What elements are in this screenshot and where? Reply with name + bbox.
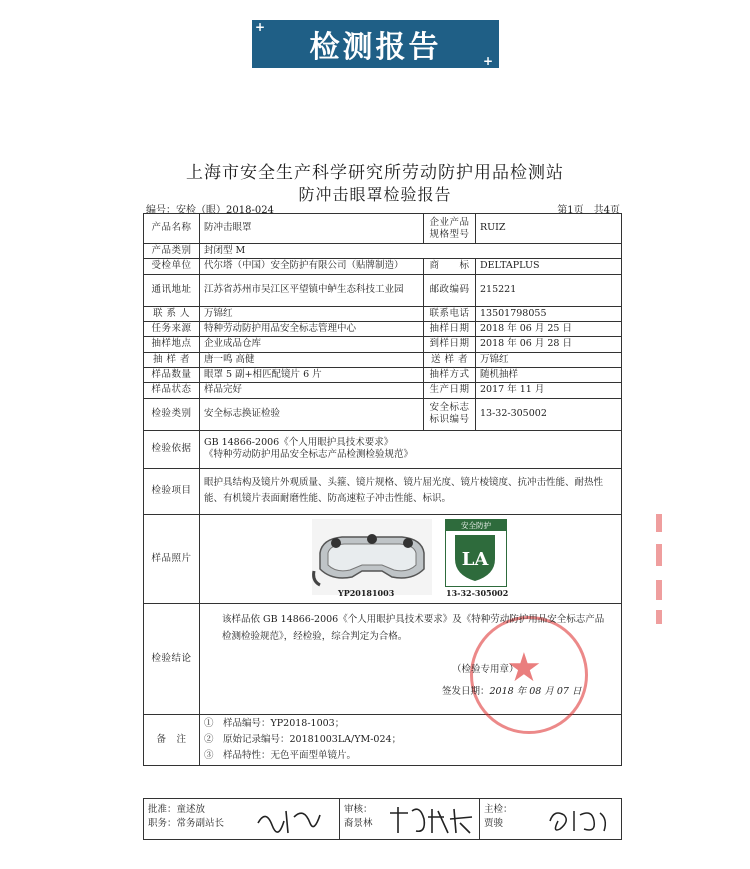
la-text: LA — [461, 548, 489, 570]
issue-date — [442, 686, 581, 698]
cell-value: 防冲击眼罩 — [200, 214, 424, 244]
cell-label: 到样日期 — [424, 337, 476, 352]
table-row — [144, 259, 622, 274]
remark-line: ② 原始记录编号：20181003LA/YM-024； — [204, 733, 402, 745]
basis-line: 《特种劳动防护用品安全标志产品检测检验规范》 — [204, 449, 414, 461]
signature-table — [143, 798, 622, 840]
table-row — [144, 368, 622, 383]
table-row — [144, 322, 622, 337]
cell-value: 样品完好 — [200, 383, 424, 398]
banner-title: 检测报告 — [309, 30, 442, 65]
cell-label: 联系电话 — [424, 306, 476, 321]
review-signature — [386, 803, 476, 837]
cell-value: DELTAPLUS — [476, 259, 622, 274]
la-header: 安全防护 — [446, 520, 506, 531]
cell-label: 样品状态 — [144, 383, 200, 398]
cell-value: 2018 年 06 月 28 日 — [476, 337, 622, 352]
cell-label: 备 注 — [144, 714, 200, 765]
cell-value: 万锦红 — [476, 352, 622, 367]
approve-label: 批准： — [148, 804, 177, 815]
basis-line: GB 14866-2006《个人用眼护具技术要求》 — [204, 436, 394, 448]
cell-value: 企业成品仓库 — [200, 337, 424, 352]
cell-label: 企业产品 规格型号 — [424, 214, 476, 244]
remark-line: ① 样品编号：YP2018-1003； — [204, 717, 345, 729]
photo-cell — [200, 514, 622, 603]
cell-label: 样品数量 — [144, 368, 200, 383]
table-row — [144, 603, 622, 714]
table-row — [144, 244, 622, 259]
cell-value: 2018 年 06 月 25 日 — [476, 322, 622, 337]
report-title: 防冲击眼罩检验报告 — [298, 185, 452, 204]
table-row — [144, 430, 622, 468]
cell-label: 检验结论 — [144, 603, 200, 714]
cell-label: 通讯地址 — [144, 274, 200, 306]
report-table — [143, 213, 622, 766]
goggle-photo — [312, 519, 432, 595]
la-label-photo — [445, 519, 507, 587]
review-label: 审核： — [344, 804, 373, 815]
issue-date-label: 签发日期： — [442, 685, 490, 697]
la-shield-icon — [446, 531, 504, 583]
inspect-label: 主检： — [484, 804, 513, 815]
cell-label: 抽样地点 — [144, 337, 200, 352]
report-number: 编号：安检（眼）2018-024 — [146, 205, 274, 216]
cell-value: 眼罩 5 副+相匹配镜片 6 片 — [200, 368, 424, 383]
cell-label: 安全标志 标识编号 — [424, 398, 476, 430]
side-seal-fragment — [652, 510, 666, 630]
approve-role-label: 职务： — [148, 818, 177, 829]
table-row — [144, 468, 622, 514]
cell-value: 13501798055 — [476, 306, 622, 321]
cell-value: 特种劳动防护用品安全标志管理中心 — [200, 322, 424, 337]
cell-label: 商 标 — [424, 259, 476, 274]
cell-label: 检验项目 — [144, 468, 200, 514]
cell-label: 抽样方式 — [424, 368, 476, 383]
corner-mark: + — [255, 20, 269, 34]
cell-label: 送 样 者 — [424, 352, 476, 367]
cell-value: 万锦红 — [200, 306, 424, 321]
cell-value: 代尔塔（中国）安全防护有限公司（贴牌制造） — [200, 259, 424, 274]
cell-value: 安全标志换证检验 — [200, 398, 424, 430]
table-row — [144, 274, 622, 306]
cell-label: 任务来源 — [144, 322, 200, 337]
corner-mark: + — [482, 54, 496, 68]
cell-label: 生产日期 — [424, 383, 476, 398]
cell-value: 215221 — [476, 274, 622, 306]
cell-value: 随机抽样 — [476, 368, 622, 383]
cell-value: 13-32-305002 — [476, 398, 622, 430]
remark-line: ③ 样品特性：无色平面型单镜片。 — [204, 749, 357, 761]
page-info: 第1页 共4页 — [557, 205, 620, 216]
cell-value: 封闭型 M — [200, 244, 622, 259]
cell-value: 唐一鸣 高健 — [200, 352, 424, 367]
inspect-signature — [544, 805, 614, 835]
review-cell — [340, 799, 480, 840]
cell-label: 样品照片 — [144, 514, 200, 603]
approve-role: 常务副站长 — [176, 818, 225, 829]
approve-cell — [144, 799, 340, 840]
cell-label: 检验类别 — [144, 398, 200, 430]
cell-label: 产品名称 — [144, 214, 200, 244]
cell-label: 抽样日期 — [424, 322, 476, 337]
cell-label: 受检单位 — [144, 259, 200, 274]
inspect-name: 贾骏 — [484, 818, 504, 829]
cell-label: 联 系 人 — [144, 306, 200, 321]
approve-name: 童述放 — [176, 804, 206, 815]
la-caption: 13-32-305002 — [446, 587, 509, 598]
issue-date-value: 2018 年 08 月 07 日 — [489, 685, 582, 697]
conclusion-cell — [200, 603, 622, 714]
cell-label: 抽 样 者 — [144, 352, 200, 367]
table-row — [144, 352, 622, 367]
table-row — [144, 306, 622, 321]
cell-value: 2017 年 11 月 — [476, 383, 622, 398]
goggle-caption: YP20181003 — [338, 587, 395, 598]
cell-label: 检验依据 — [144, 430, 200, 468]
top-banner — [252, 20, 499, 68]
seal-fragment-icon — [652, 510, 666, 630]
cell-value: 江苏省苏州市吴江区平望镇中鲈生态科技工业园 — [200, 274, 424, 306]
basis-cell — [200, 430, 622, 468]
inspect-cell — [480, 799, 622, 840]
review-name: 裔景林 — [344, 818, 373, 829]
cell-label: 邮政编码 — [424, 274, 476, 306]
conclusion-text: 该样品依 GB 14866-2006《个人用眼护具技术要求》及《特种劳动防护用品安全标志产品检测检验规范》，经检验，综合判定为合格。 — [222, 613, 605, 642]
items-cell: 眼护具结构及镜片外观质量、头箍、镜片规格、镜片屈光度、镜片棱镜度、抗冲击性能、耐热性能、有机镜片表面耐磨性能、防高速粒子冲击性能、标识。 — [200, 468, 622, 514]
table-row — [144, 337, 622, 352]
cell-value: RUIZ — [476, 214, 622, 244]
seal-star-icon: ★ — [506, 644, 542, 691]
cell-label: 产品类别 — [144, 244, 200, 259]
table-row — [144, 383, 622, 398]
table-row — [144, 514, 622, 603]
org-title: 上海市安全生产科学研究所劳动防护用品检测站 — [186, 163, 564, 183]
approve-signature — [254, 803, 324, 837]
seal-note: （检验专用章） — [452, 663, 519, 675]
table-row — [144, 214, 622, 244]
table-row — [144, 398, 622, 430]
